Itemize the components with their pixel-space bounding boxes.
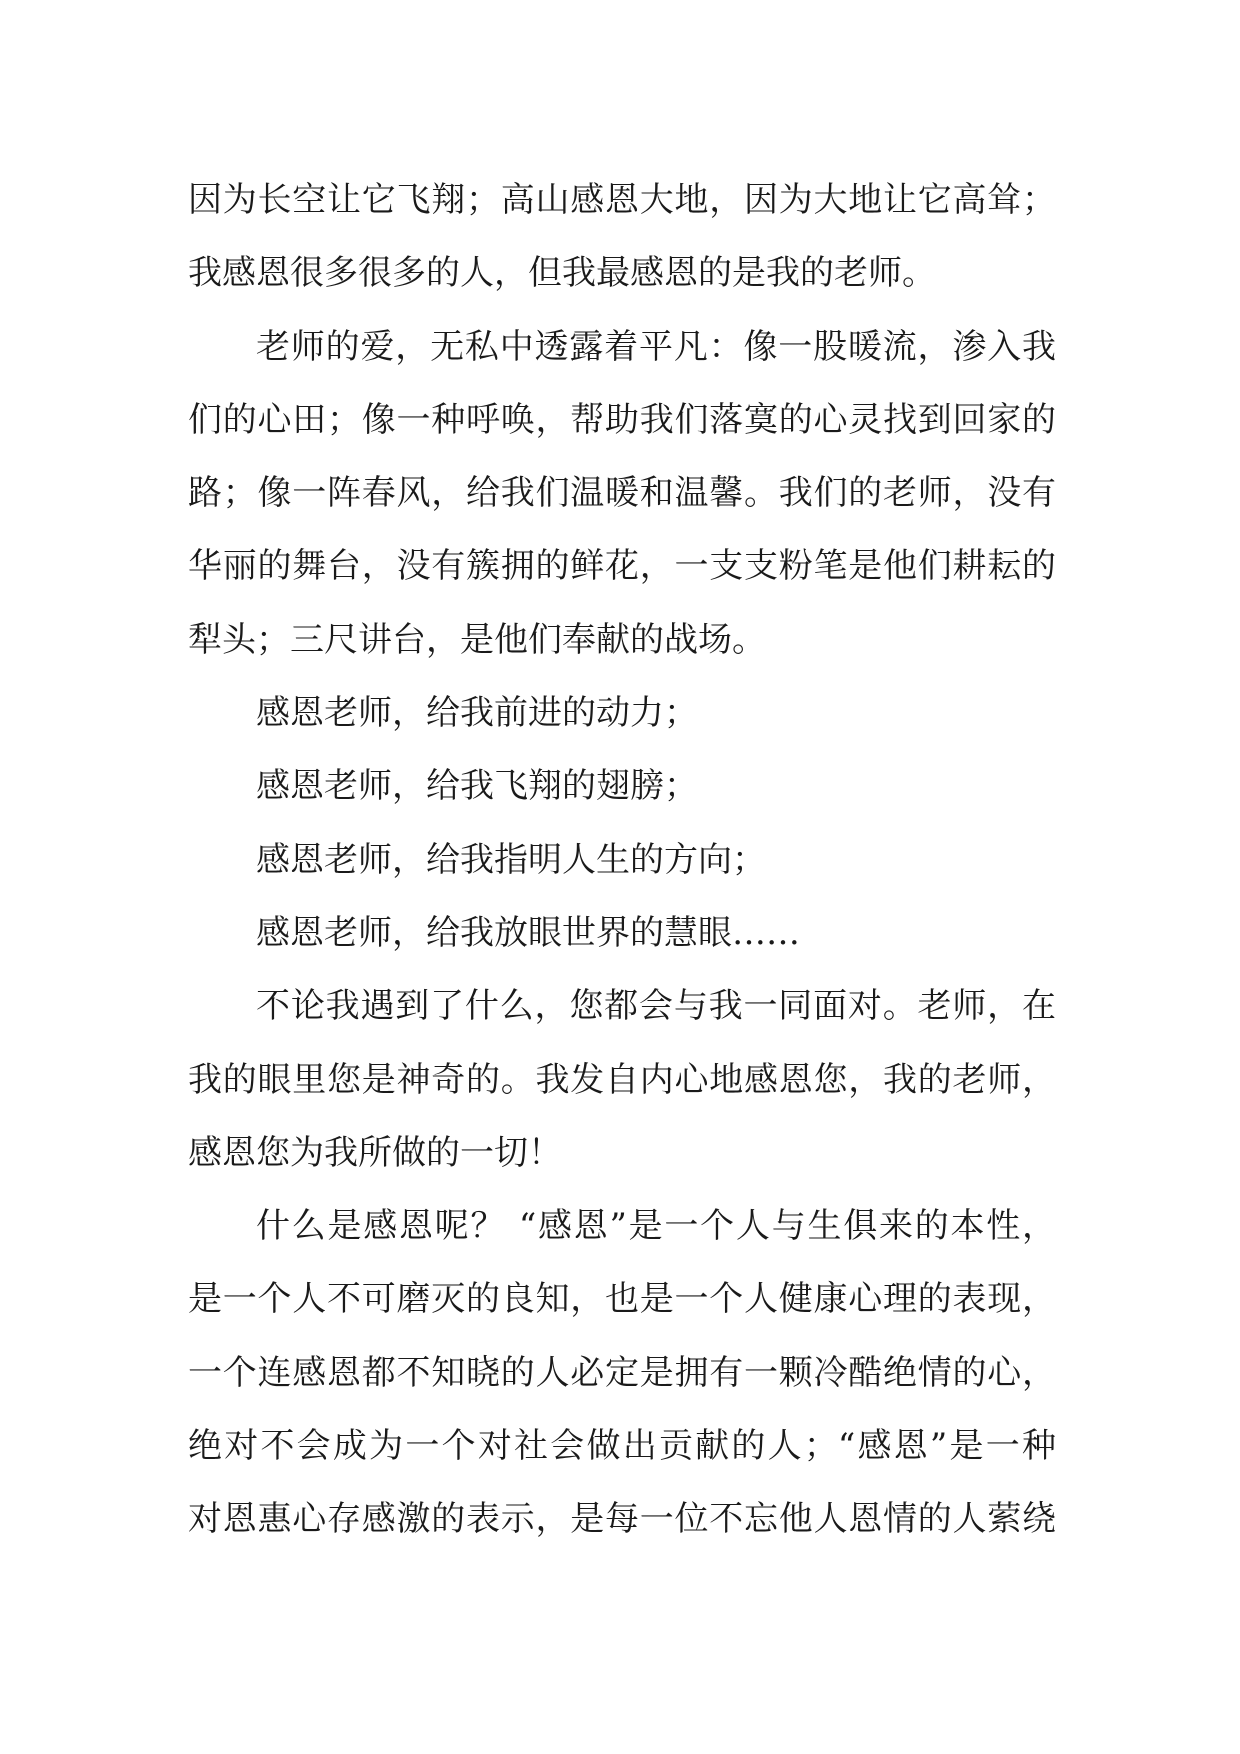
text-line: 华丽的舞台，没有簇拥的鲜花，一支支粉笔是他们耕耘的 (188, 546, 1056, 587)
text-line: 感恩老师，给我前进的动力； (256, 693, 698, 734)
text-line: 对恩惠心存感激的表示，是每一位不忘他人恩情的人萦绕 (188, 1499, 1056, 1540)
text-line: 是一个人不可磨灭的良知，也是一个人健康心理的表现， (188, 1279, 1056, 1320)
text-line: 老师的爱，无私中透露着平凡：像一股暖流，渗入我 (256, 326, 1056, 367)
text-line: 感恩老师，给我指明人生的方向； (256, 839, 766, 880)
text-line: 绝对不会成为一个对社会做出贡献的人；“感恩”是一种 (188, 1426, 1056, 1467)
text-line: 我感恩很多很多的人，但我最感恩的是我的老师。 (188, 253, 936, 294)
text-line: 什么是感恩呢？ “感恩”是一个人与生俱来的本性， (256, 1206, 1056, 1247)
text-line: 不论我遇到了什么，您都会与我一同面对。老师，在 (256, 986, 1056, 1027)
text-line: 感恩老师，给我放眼世界的慧眼…… (256, 912, 800, 953)
text-line: 感恩您为我所做的一切！ (188, 1132, 562, 1173)
text-line: 们的心田；像一种呼唤，帮助我们落寞的心灵找到回家的 (188, 399, 1056, 440)
text-line: 我的眼里您是神奇的。我发自内心地感恩您，我的老师， (188, 1059, 1056, 1100)
text-line: 一个连感恩都不知晓的人必定是拥有一颗冷酷绝情的心， (188, 1352, 1056, 1393)
document-body (188, 164, 1056, 1557)
text-line: 犁头；三尺讲台，是他们奉献的战场。 (188, 619, 766, 660)
text-line: 感恩老师，给我飞翔的翅膀； (256, 766, 698, 807)
text-line: 路；像一阵春风，给我们温暖和温馨。我们的老师，没有 (188, 473, 1056, 514)
text-line: 因为长空让它飞翔；高山感恩大地，因为大地让它高耸； (188, 180, 1056, 220)
